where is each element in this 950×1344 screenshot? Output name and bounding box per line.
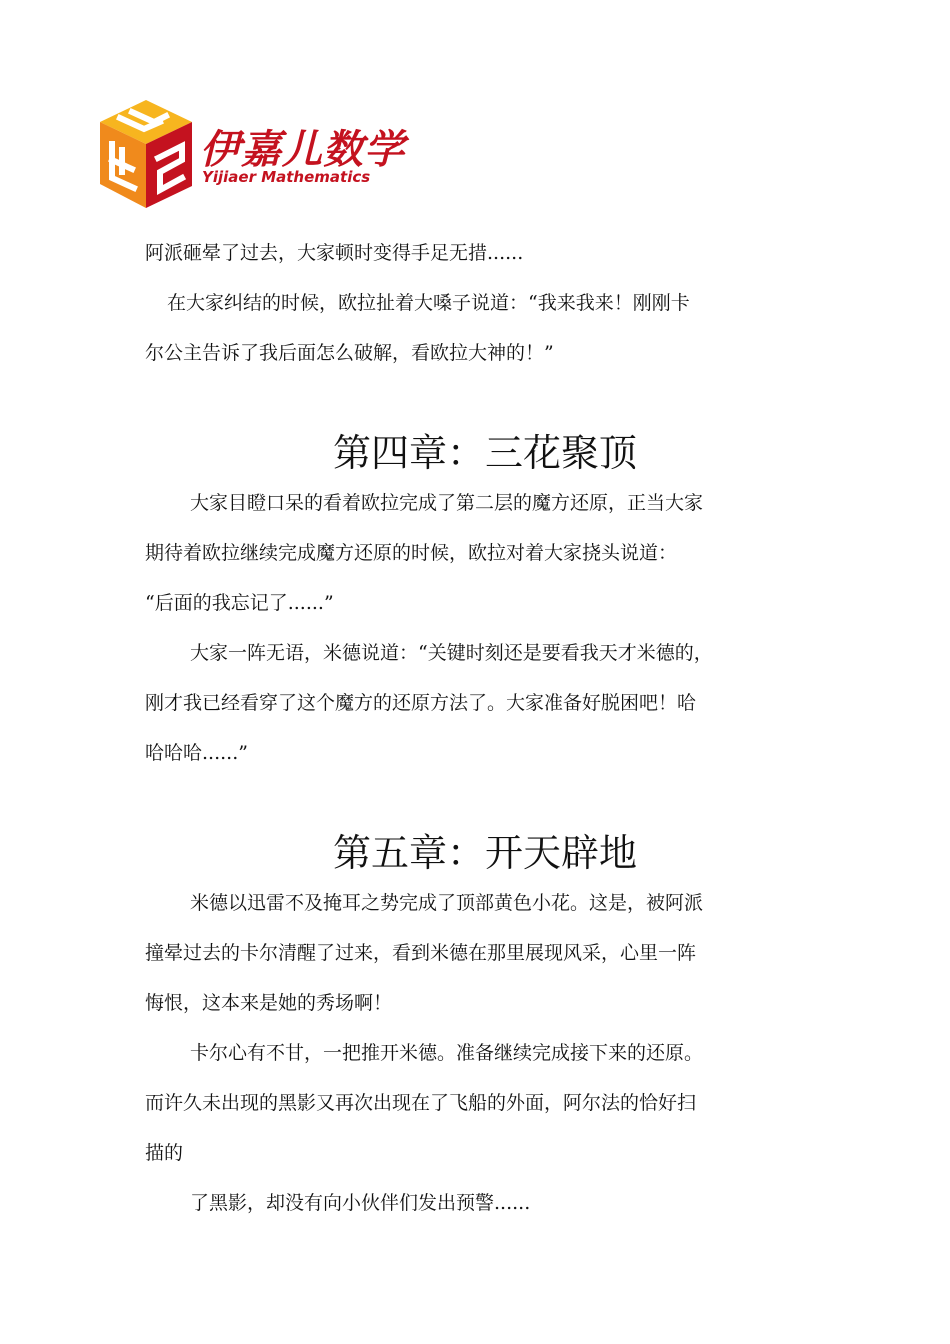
chapter-5-line: 卡尔心有不甘，一把推开米德。准备继续完成接下来的还原。 (190, 1042, 704, 1064)
chapter-4-line: 哈哈哈......” (145, 742, 248, 764)
chapter-5-line: 悔恨，这本来是她的秀场啊！ (145, 992, 393, 1014)
chapter-5-line: 了黑影，却没有向小伙伴们发出预警...... (190, 1192, 531, 1214)
chapter-4-line: 大家一阵无语，米德说道：“关键时刻还是要看我天才米德的， (190, 642, 713, 664)
chapter-4-line: 刚才我已经看穿了这个魔方的还原方法了。大家准备好脱困吧！哈 (145, 692, 697, 714)
cube-logo-icon (98, 98, 194, 210)
brand-name-english: Yijiaer Mathematics (202, 168, 371, 186)
chapter-5-title: 第五章：开天辟地 (332, 831, 637, 875)
intro-line: 在大家纠结的时候，欧拉扯着大嗓子说道：“我来我来！刚刚卡 (167, 292, 690, 314)
chapter-5-line: 描的 (145, 1142, 184, 1164)
brand-name-chinese: 伊嘉儿数学 (200, 127, 405, 173)
chapter-4-title: 第四章：三花聚顶 (332, 431, 637, 475)
chapter-4-line: “后面的我忘记了......” (145, 592, 334, 614)
chapter-4-line: 大家目瞪口呆的看着欧拉完成了第二层的魔方还原，正当大家 (190, 492, 704, 514)
chapter-5-line: 米德以迅雷不及掩耳之势完成了顶部黄色小花。这是，被阿派 (190, 892, 704, 914)
document-body (145, 228, 825, 1228)
chapter-5-line: 撞晕过去的卡尔清醒了过来，看到米德在那里展现风采，心里一阵 (145, 942, 697, 964)
intro-line: 尔公主告诉了我后面怎么破解，看欧拉大神的！” (145, 342, 554, 364)
chapter-5-line: 而许久未出现的黑影又再次出现在了飞船的外面，阿尔法的恰好扫 (145, 1092, 697, 1114)
brand-logo (98, 98, 458, 210)
intro-line: 阿派砸晕了过去，大家顿时变得手足无措...... (145, 242, 524, 264)
chapter-4-line: 期待着欧拉继续完成魔方还原的时候，欧拉对着大家挠头说道： (145, 542, 678, 564)
